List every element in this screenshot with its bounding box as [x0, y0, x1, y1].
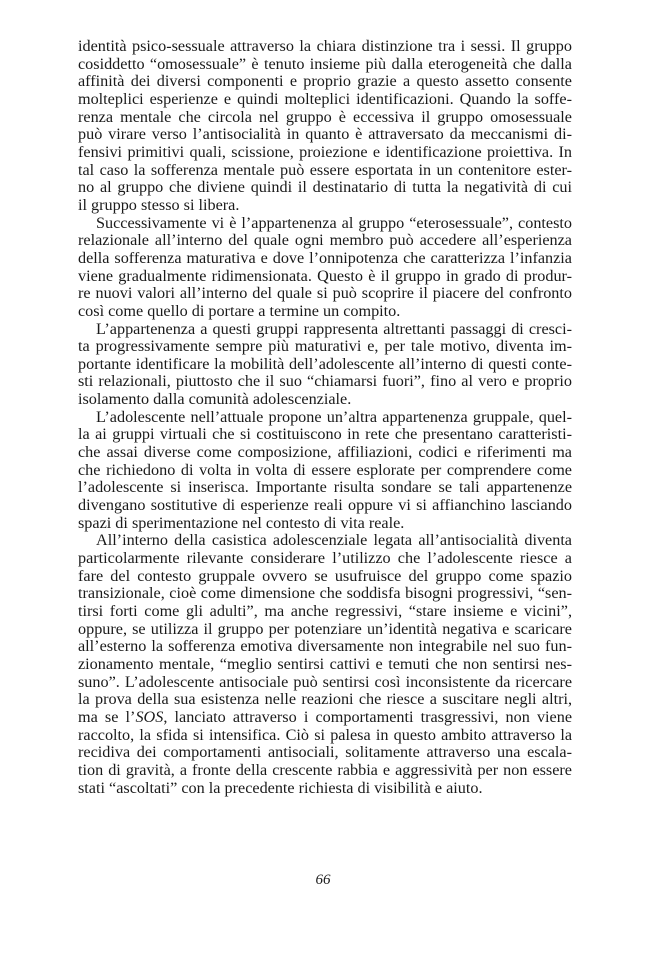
- paragraph: [78, 409, 572, 533]
- italic-text: SOS: [135, 707, 164, 726]
- text-line: transizionale, cioè come dimensione che soddisfa bisogni progressivi, “sen-: [78, 584, 572, 603]
- paragraph: [78, 38, 572, 215]
- text-line: oppure, se utilizza il gruppo per potenziare un’identità negativa e scaricare: [78, 619, 572, 638]
- text-line: così come quello di portare a termine un compito.: [78, 301, 401, 320]
- text-line: della sofferenza maturativa e dove l’onnipotenza che caratterizza l’infanzia: [78, 248, 572, 267]
- text-line: all’esterno la sofferenza emotiva diversamente non integrabile nel suo fun-: [78, 637, 572, 656]
- text-line: cosiddetto “omosessuale” è tenuto insieme più dalla eterogeneità che dalla: [78, 54, 572, 73]
- text-line: particolarmente rilevante considerare l’utilizzo che l’adolescente riesce a: [78, 549, 572, 568]
- text-line: suno”. L’adolescente antisociale può sentirsi così inconsistente da ricercare: [78, 672, 572, 691]
- text-line: L’appartenenza a questi gruppi rappresenta altrettanti passaggi di cresci-: [96, 319, 572, 338]
- text-line: la prova della sua esistenza nelle reazioni che riesce a suscitare negli altri,: [78, 690, 572, 709]
- text-line: relazionale all’interno del quale ogni membro può accedere all’esperienza: [78, 231, 572, 250]
- text-line: stati “ascoltati” con la precedente richiesta di visibilità e aiuto.: [78, 778, 483, 797]
- text-line: no al gruppo che diviene quindi il destinatario di tutta la negatività di cui: [78, 178, 572, 197]
- text-line: L’adolescente nell’attuale propone un’altra appartenenza gruppale, quel-: [96, 407, 572, 426]
- text-line: molteplici esperienze e quindi molteplici identificazioni. Quando la soffe-: [78, 89, 572, 108]
- page-number: 66: [315, 872, 331, 888]
- text-line: ta progressivamente sempre più maturativi e, per tale motivo, diventa im-: [78, 337, 572, 356]
- text-line: recidiva dei comportamenti antisociali, solitamente attraverso una escala-: [78, 743, 572, 762]
- text-line: zionamento mentale, “meglio sentirsi cattivi e temuti che non sentirsi nes-: [78, 654, 572, 673]
- text-line: raccolto, la sfida si intensifica. Ciò si palesa in questo ambito attraverso la: [78, 725, 572, 744]
- text-line: fensivi primitivi quali, scissione, proiezione e identificazione proiettiva. In: [78, 142, 572, 161]
- text-line: può virare verso l’antisocialità in quanto è attraversato da meccanismi di-: [78, 125, 572, 144]
- text-line: fare del contesto gruppale ovvero se usufruisce del gruppo come spazio: [78, 566, 572, 585]
- text-line: la ai gruppi virtuali che si costituiscono in rete che presentano caratteristi-: [78, 425, 572, 444]
- text-line: All’interno della casistica adolescenziale legata all’antisocialità diventa: [96, 531, 572, 550]
- text-line: che assai diverse come composizione, affiliazioni, codici e riferimenti ma: [78, 443, 572, 462]
- text-line: tion di gravità, a fronte della crescente rabbia e aggressività per non essere: [78, 760, 572, 779]
- text-line: isolamento dalla comunità adolescenziale.: [78, 390, 352, 409]
- text-line: identità psico-sessuale attraverso la chiara distinzione tra i sessi. Il gruppo: [78, 37, 572, 55]
- body-text: [78, 38, 572, 797]
- text-line: il gruppo stesso si libera.: [78, 195, 240, 214]
- text-line: portante identificare la mobilità dell’adolescente all’interno di questi conte-: [78, 354, 572, 373]
- text-line: Successivamente vi è l’appartenenza al gruppo “eterosessuale”, contesto: [96, 213, 572, 232]
- text-line: affinità dei diversi componenti e proprio grazie a questo assetto consente: [78, 72, 572, 91]
- text-segment: ma se l’: [78, 707, 136, 726]
- paragraph: [78, 215, 572, 321]
- text-line: tal caso la sofferenza mentale può essere esportata in un contenitore ester-: [78, 160, 572, 179]
- paragraph: [78, 321, 572, 409]
- text-line: re nuovi valori all’interno del quale si può scoprire il piacere del confronto: [78, 284, 572, 303]
- text-line: spazi di sperimentazione nel contesto di vita reale.: [78, 513, 405, 532]
- text-line: [78, 709, 572, 727]
- text-line: l’adolescente si inserisca. Importante risulta sondare se tali appartenenze: [78, 478, 572, 497]
- paragraph: [78, 532, 572, 797]
- text-line: tirsi forti come gli adulti”, ma anche regressivi, “stare insieme e vicini”,: [78, 602, 572, 620]
- text-line: viene gradualmente ridimensionata. Questo è il gruppo in grado di produr-: [78, 266, 572, 285]
- text-line: renza mentale che circola nel gruppo è eccessiva il gruppo omosessuale: [78, 107, 572, 126]
- text-line: sti relazionali, piuttosto che il suo “chiamarsi fuori”, fino al vero e proprio: [78, 372, 572, 391]
- text-line: divengano sostitutive di esperienze reali oppure vi si affianchino lasciando: [78, 496, 572, 515]
- text-line: che richiedono di volta in volta di essere esplorate per comprendere come: [78, 460, 572, 479]
- text-segment: , lanciato attraverso i comportamenti trasgressivi, non viene: [163, 707, 573, 726]
